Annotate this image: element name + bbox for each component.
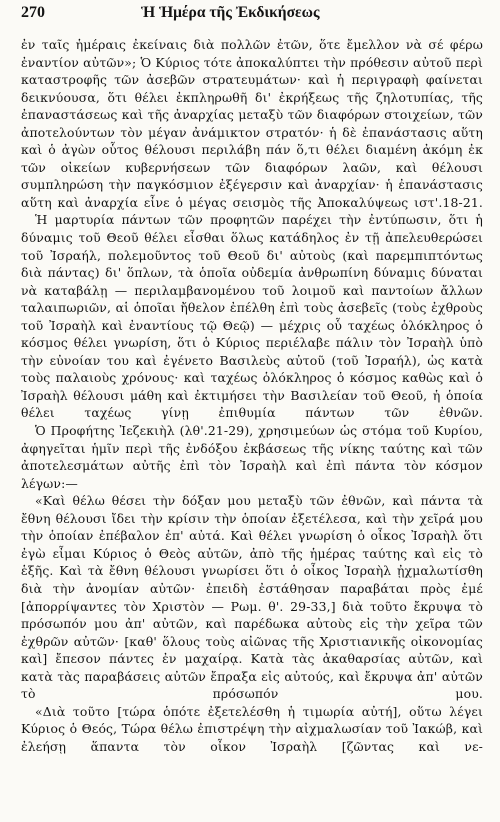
page-header	[21, 4, 483, 30]
page-number: 270	[21, 4, 45, 21]
paragraph-ezekiel-intro: Ὁ Προφήτης Ἰεζεκιὴλ (λθ'.21-29), χρησιμεύων ὡς στόμα τοῦ Κυρίου, ἀφηγεῖται ἡμῖν περὶ τῆς ἐνδόξου ἐκβάσεως τῆς νίκης ταύτης καὶ τῶν ἀποτελεσμάτων αὐτῆς ἐπὶ τὸν Ἰσραὴλ καὶ ἐπὶ πάντα τὸν κόσμον λέγων:—	[21, 423, 483, 491]
running-title: Ἡ Ἡμέρα τῆς Ἐκδικήσεως	[141, 4, 320, 21]
paragraph-continued: ἐν ταῖς ἡμέραις ἐκείναις διὰ πολλῶν ἐτῶν, ὅτε ἔμελλον νὰ σέ φέρω ἐναντίον αὐτῶν»; Ὁ Κύριος τότε ἀποκαλύπτει τὴν πρόθεσιν αὐτοῦ περὶ καταστροφῆς τῶν ἀσεβῶν στρατευμάτων· καὶ ἡ περιγραφὴ φαίνεται δεικνύουσα, ὅτι θέλει ἐκπληρωθῆ δι' ἐκρήξεως τῆς ζηλοτυπίας, τῆς ἐπαναστάσεως καὶ τῆς ἀναρχίας μεταξὺ τῶν διαφόρων στοιχείων, τῶν ἀποτελούντων τὸν μέγαν ἀνάμικτον στρατόν· ἡ δὲ ἐπανάστασις αὕτη καὶ ὁ ἀγὼν οὗτος θέλουσι περιλάβη πάν ὅ,τι θέλει διαμένη ἀκόμη ἐκ τῶν οἰκείων κυβερνήσεων τῶν διαφόρων λαῶν, καὶ θέλουσι συμπληρώση τὴν παγκόσμιον ἐξέγερσιν καὶ ἀναρχίαν· ἡ ἐπανάστασις αὕτη καὶ ἀναρχία εἶνε ὁ μέγας σεισμὸς τῆς Ἀποκαλύψεως ιστ'.18-21.	[21, 37, 483, 210]
quotation-paragraph: «Καὶ θέλω θέσει τὴν δόξαν μου μεταξὺ τῶν ἐθνῶν, καὶ πάντα τὰ ἔθνη θέλουσι ἴδει τὴν κρίσιν τὴν ὁποίαν ἐξετέλεσα, καὶ τὴν χεῖρά μου τὴν ὁποίαν ἐπέβαλον ἐπ' αὐτά. Καὶ θέλει γνωρίση ὁ οἶκος Ἰσραὴλ ὅτι ἐγὼ εἶμαι Κύριος ὁ Θεὸς αὐτῶν, ἀπὸ τῆς ἡμέρας ταύτης καὶ εἰς τὸ ἑξῆς. Καὶ τὰ ἔθνη θέλουσι γνωρίσει ὅτι ὁ οἶκος Ἰσραὴλ ᾐχμαλωτίσθη διὰ τὴν ἀνομίαν αὐτῶν· ἐπειδὴ ἐστάθησαν παραβάται πρὸς ἐμέ [ἀπορρίψαντες τὸν Χριστὸν — Ρωμ. θ'. 29-33,] διὰ τοῦτο ἔκρυψα τὸ πρόσωπόν μου ἀπ' αὐτῶν, καὶ παρέδωκα αὐτοὺς εἰς τὴν χεῖρα τῶν ἐχθρῶν αὐτῶν· [καθ' ὅλους τοὺς αἰῶνας τῆς Χριστιανικῆς οἰκονομίας καὶ] ἔπεσον πάντες ἐν μαχαίρᾳ. Κατὰ τὰς ἀκαθαρσίας αὐτῶν, καὶ κατὰ τὰς παραβάσεις αὐτῶν ἔπραξα εἰς αὐτούς, καὶ ἔκρυψα ἀπ' αὐτῶν τὸ πρόσωπόν μου.	[21, 493, 483, 702]
quotation-paragraph-continued: «Διὰ τοῦτο [τώρα ὁπότε ἐξετελέσθη ἡ τιμωρία αὐτή], οὕτω λέγει Κύριος ὁ Θεός, Τώρα θέλω ἐπιστρέψη τὴν αἰχμαλωσίαν τοῦ Ἰακώβ, καὶ ἐλεήσῃ ἅπαντα τὸν οἶκον Ἰσραὴλ [ζῶντας καὶ νε-	[21, 703, 483, 754]
page-body	[21, 36, 483, 755]
paragraph-prophets-testimony: Ἡ μαρτυρία πάντων τῶν προφητῶν παρέχει τὴν ἐντύπωσιν, ὅτι ἡ δύναμις τοῦ Θεοῦ θέλει εἶσθαι ὅλως κατάδηλος ἐν τῇ ἀπελευθερώσει τοῦ Ἰσραήλ, πολεμοῦντος τοῦ Θεοῦ δι' αὐτοὺς (καὶ παρεμπιπτόντως διὰ πάντας) δι' ὅπλων, τὰ ὁποῖα οὐδεμία ἀνθρωπίνη δύναμις δύναται νὰ καταβάλῃ — περιλαμβανομένου τοῦ λοιμοῦ καὶ παντοίων ἄλλων ταλαιπωριῶν, αἱ ὁποῖαι ἤθελον ἐπέλθη ἐπὶ τοὺς ἀσεβεῖς (τοὺς ἐχθροὺς τοῦ Ἰσραὴλ καὶ ἐναντίους τῷ Θεῷ) — μέχρις οὗ ταχέως ὁλόκληρος ὁ κόσμος θέλει γνωρίση, ὅτι ὁ Κύριος περιέλαβε πάλιν τὸν Ἰσραὴλ ὑπὸ τὴν εὐνοίαν του καὶ ἐγένετο Βασιλεὺς αὐτοῦ (τοῦ Ἰσραήλ), ὡς κατὰ τοὺς παλαιοὺς χρόνους· καὶ ταχέως ὁλόκληρος ὁ κόσμος καθὼς καὶ ὁ Ἰσραὴλ θέλουσι μάθη καὶ ἐκτιμήσει τὴν Βασιλείαν τοῦ Θεοῦ, ἡ ὁποία θέλει ταχέως γίνῃ ἐπιθυμία πάντων τῶν ἐθνῶν.	[21, 212, 483, 421]
